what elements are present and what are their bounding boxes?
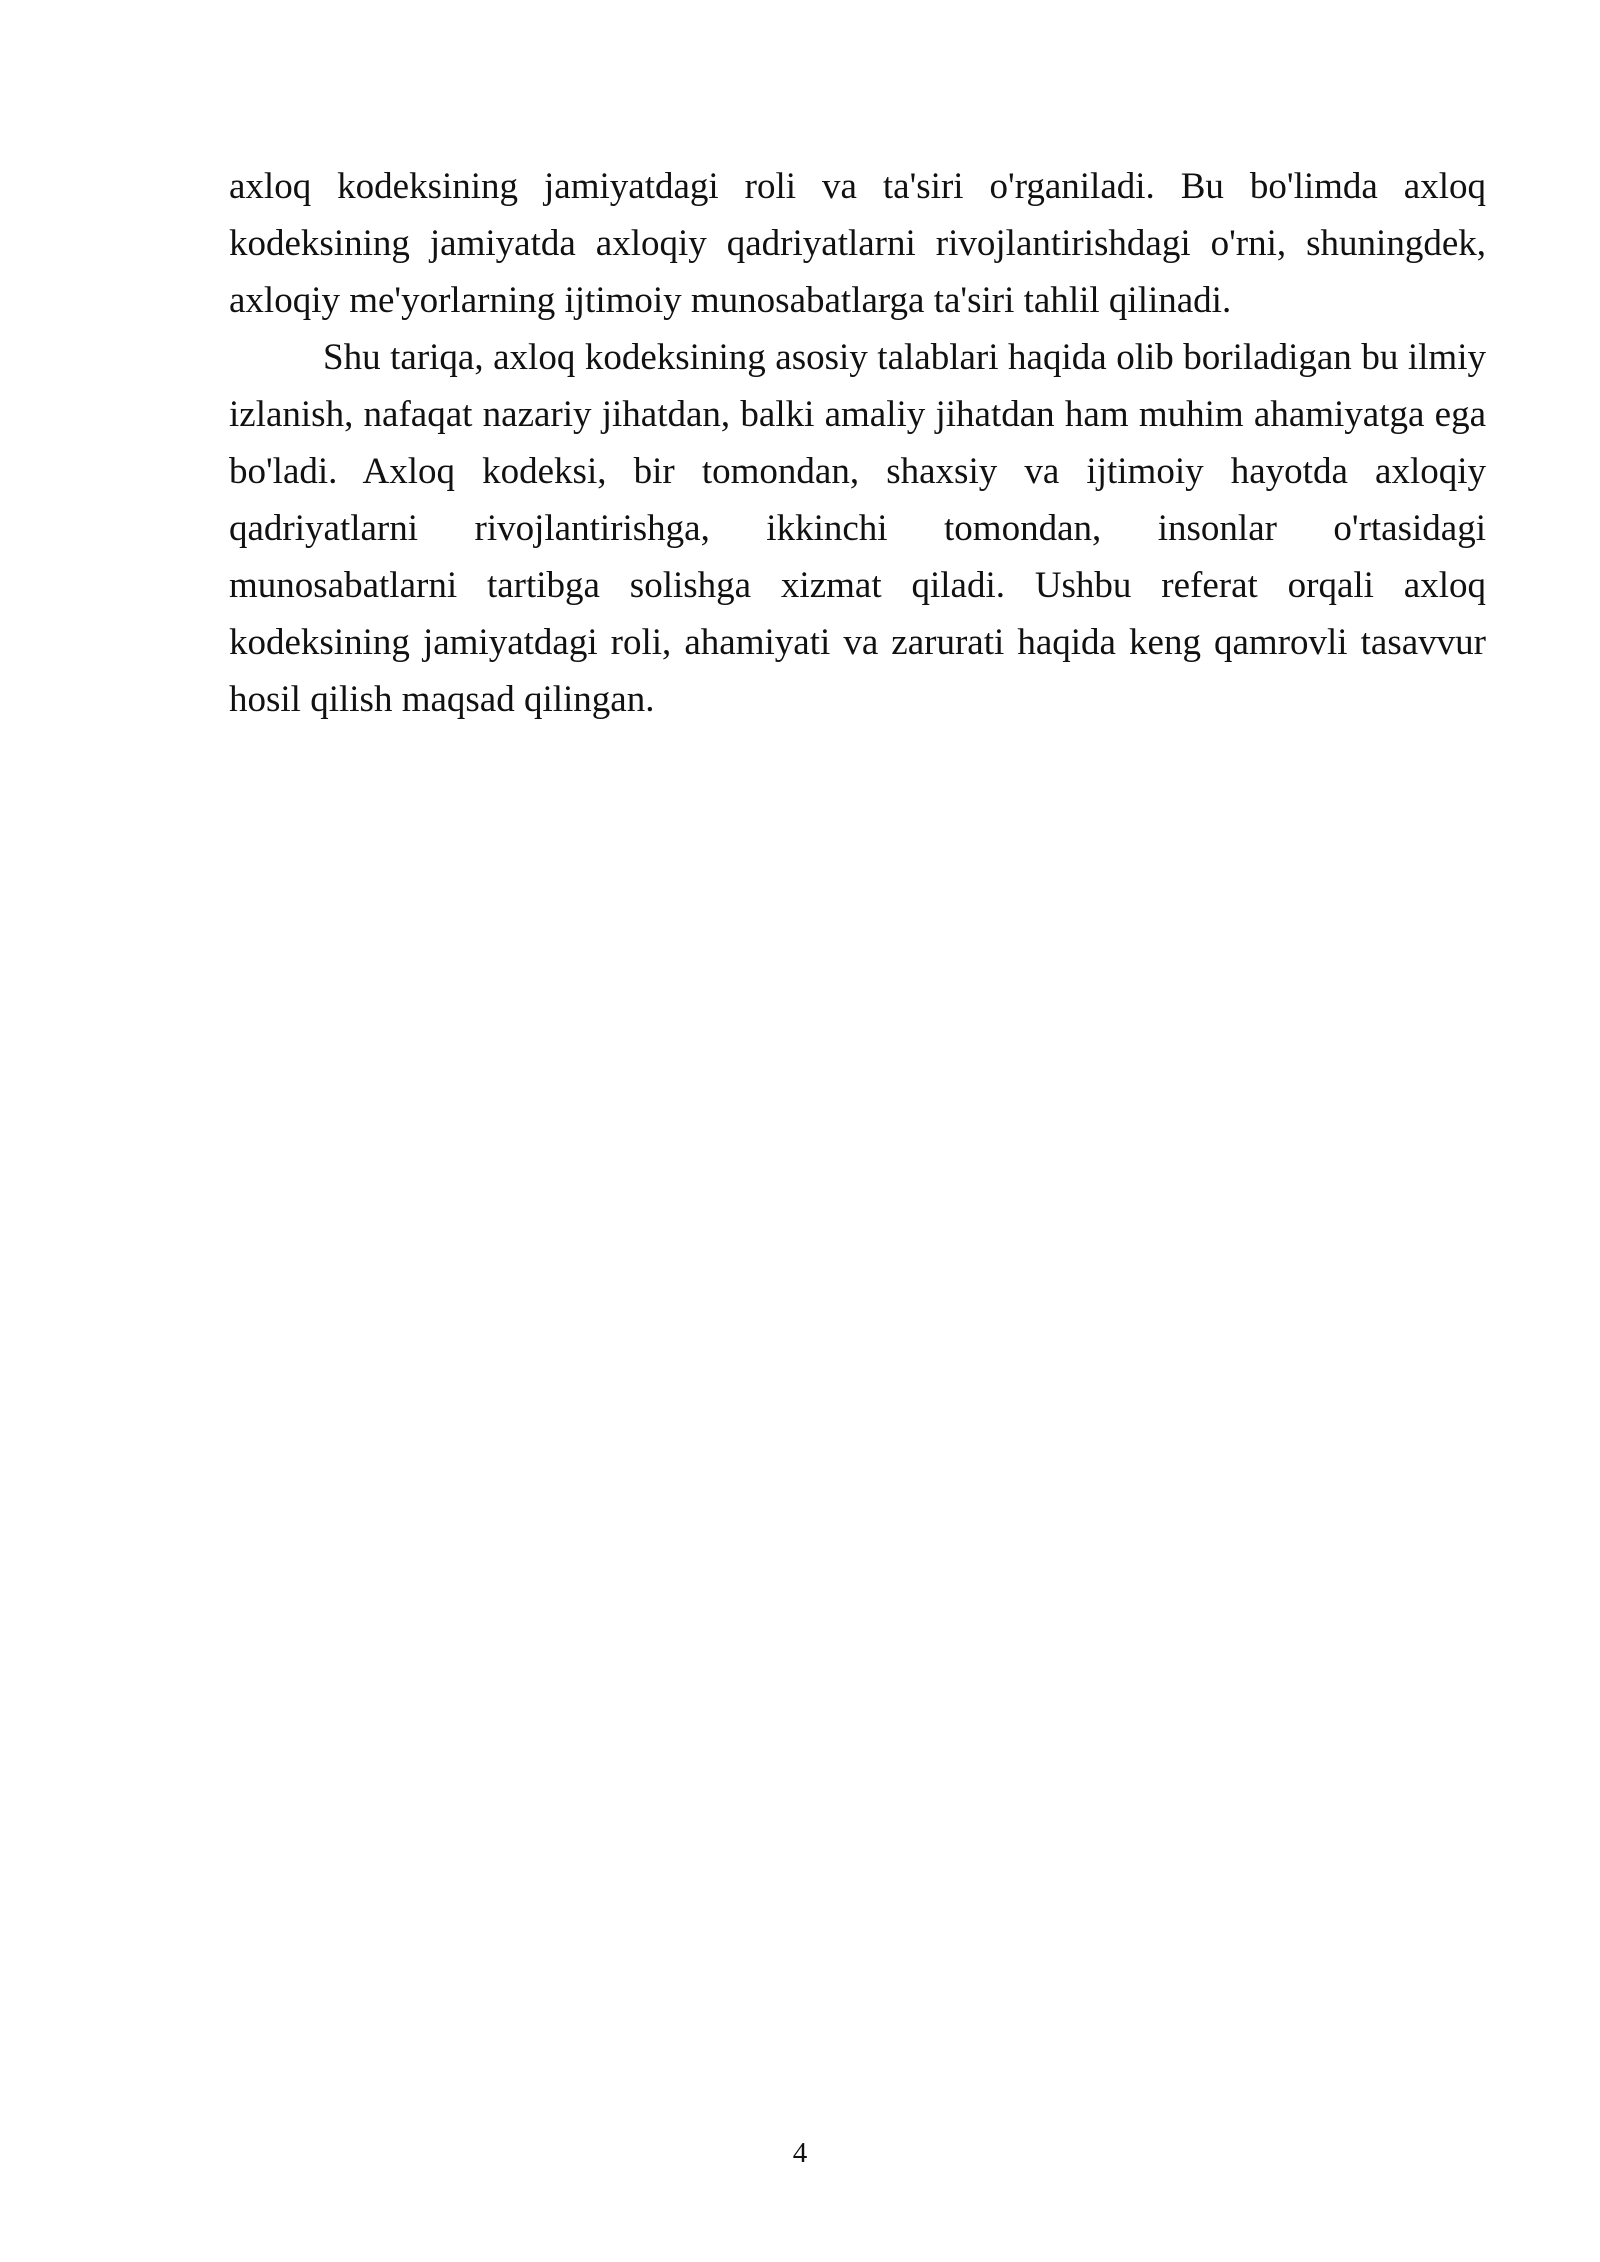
paragraph-conclusion: Shu tariqa, axloq kodeksining asosiy talablari haqida olib boriladigan bu ilmiy izlanish, nafaqat nazariy jihatdan, balki amaliy jihatdan ham muhim ahamiyatga ega bo'ladi. Axloq kodeksi, bir tomondan, shaxsiy va ijtimoiy hayotda axloqiy qadriyatlarni rivojlantirishga, ikkinchi tomondan, insonlar o'rtasidagi munosabatlarni tartibga solishga xizmat qiladi. Ushbu referat orqali axloq kodeksining jamiyatdagi roli, ahamiyati va zarurati haqida keng qamrovli tasavvur hosil qilish maqsad qilingan. [229,337,1486,720]
document-body [229,158,1486,728]
page-number: 4 [792,2137,808,2169]
paragraph-continuation: axloq kodeksining jamiyatdagi roli va ta'siri o'rganiladi. Bu bo'limda axloq kodeksining jamiyatda axloqiy qadriyatlarni rivojlantirishdagi o'rni, shuningdek, axloqiy me'yorlarning ijtimoiy munosabatlarga ta'siri tahlil qilinadi. [229,166,1486,321]
